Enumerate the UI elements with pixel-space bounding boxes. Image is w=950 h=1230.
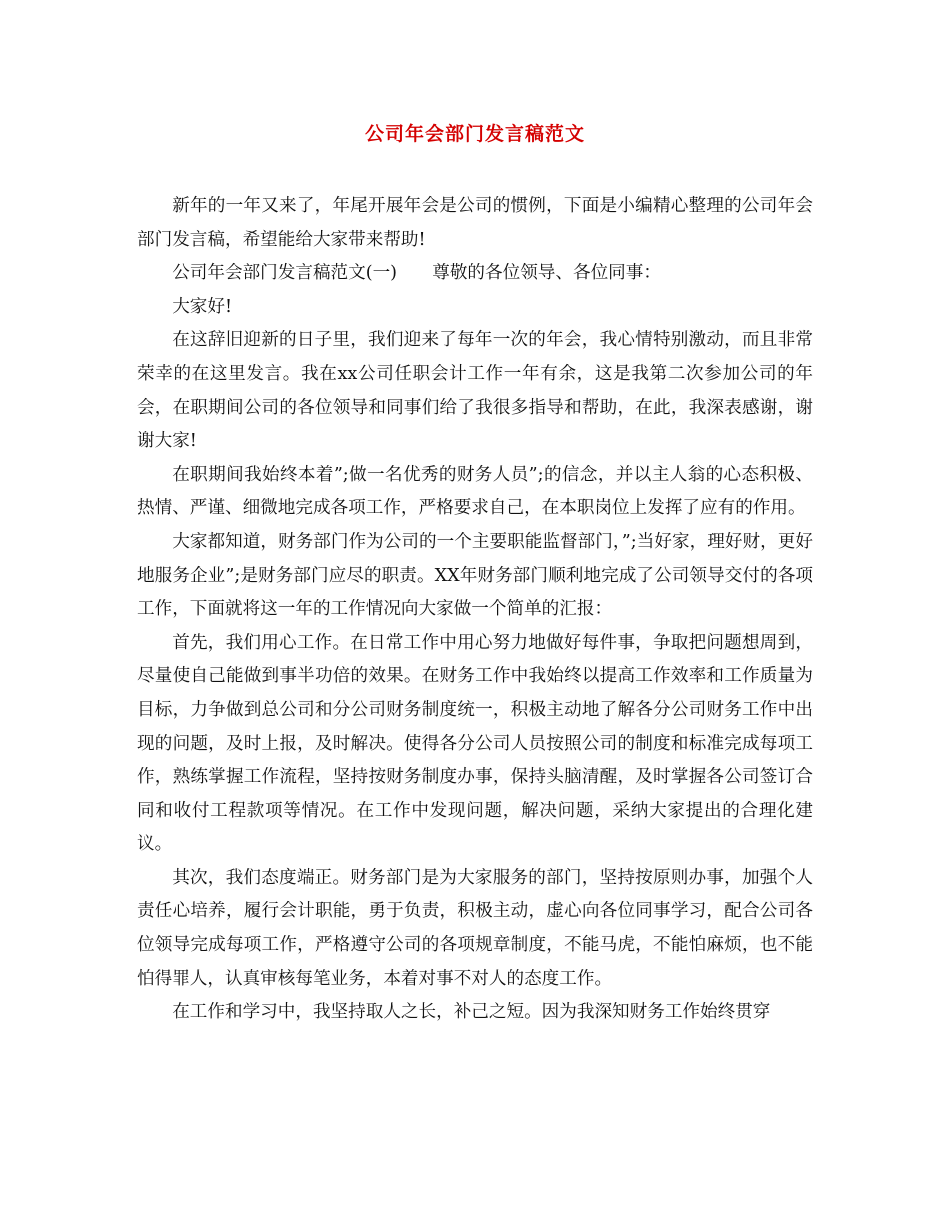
paragraph-opening: 在这辞旧迎新的日子里，我们迎来了每年一次的年会，我心情特别激动，而且非常荣幸的在这里发言。我在xx公司任职会计工作一年有余，这是我第二次参加公司的年会，在职期间公司的各位领导和同事们给了我很多指导和帮助，在此，我深表感谢，谢谢大家! [137,330,813,452]
paragraph-intro: 新年的一年又来了，年尾开展年会是公司的惯例，下面是小编精心整理的公司年会部门发言稿，希望能给大家带来帮助! [137,196,813,250]
paragraph-second: 其次，我们态度端正。财务部门是为大家服务的部门，坚持按原则办事，加强个人责任心培养，履行会计职能，勇于负责，积极主动，虚心向各位同事学习，配合公司各位领导完成每项工作，严格遵守公司的各项规章制度，不能马虎，不能怕麻烦，也不能怕得罪人，认真审核每笔业务，本着对事不对人的态度工作。 [137,867,813,989]
paragraph-greeting: 大家好! [172,296,233,317]
paragraph-learning: 在工作和学习中，我坚持取人之长，补己之短。因为我深知财务工作始终贯穿 [172,1002,771,1023]
paragraph-heading-salutation: 公司年会部门发言稿范文(一) 尊敬的各位领导、各位同事： [172,263,661,284]
paragraph-belief: 在职期间我始终本着”;做一名优秀的财务人员”;的信念，并以主人翁的心态积极、热情、严谨、细微地完成各项工作，严格要求自己，在本职岗位上发挥了应有的作用。 [137,464,813,519]
document-title: 公司年会部门发言稿范文 [364,123,585,145]
paragraph-first: 首先，我们用心工作。在日常工作中用心努力地做好每件事，争取把问题想周到，尽量使自己能做到事半功倍的效果。在财务工作中我始终以提高工作效率和工作质量为目标，力争做到总公司和分公司财务制度统一，积极主动地了解各分公司财务工作中出现的问题，及时上报，及时解决。使得各分公司人员按照公司的制度和标准完成每项工作，熟练掌握工作流程，坚持按财务制度办事，保持头脑清醒，及时掌握各公司签订合同和收付工程款项等情况。在工作中发现问题，解决问题，采纳大家提出的合理化建议。 [137,632,813,855]
document-body [137,190,813,1030]
paragraph-duty: 大家都知道，财务部门作为公司的一个主要职能监督部门，”;当好家，理好财，更好地服务企业”;是财务部门应尽的职责。XX年财务部门顺利地完成了公司领导交付的各项工作，下面就将这一年的工作情况向大家做一个简单的汇报： [137,531,813,620]
